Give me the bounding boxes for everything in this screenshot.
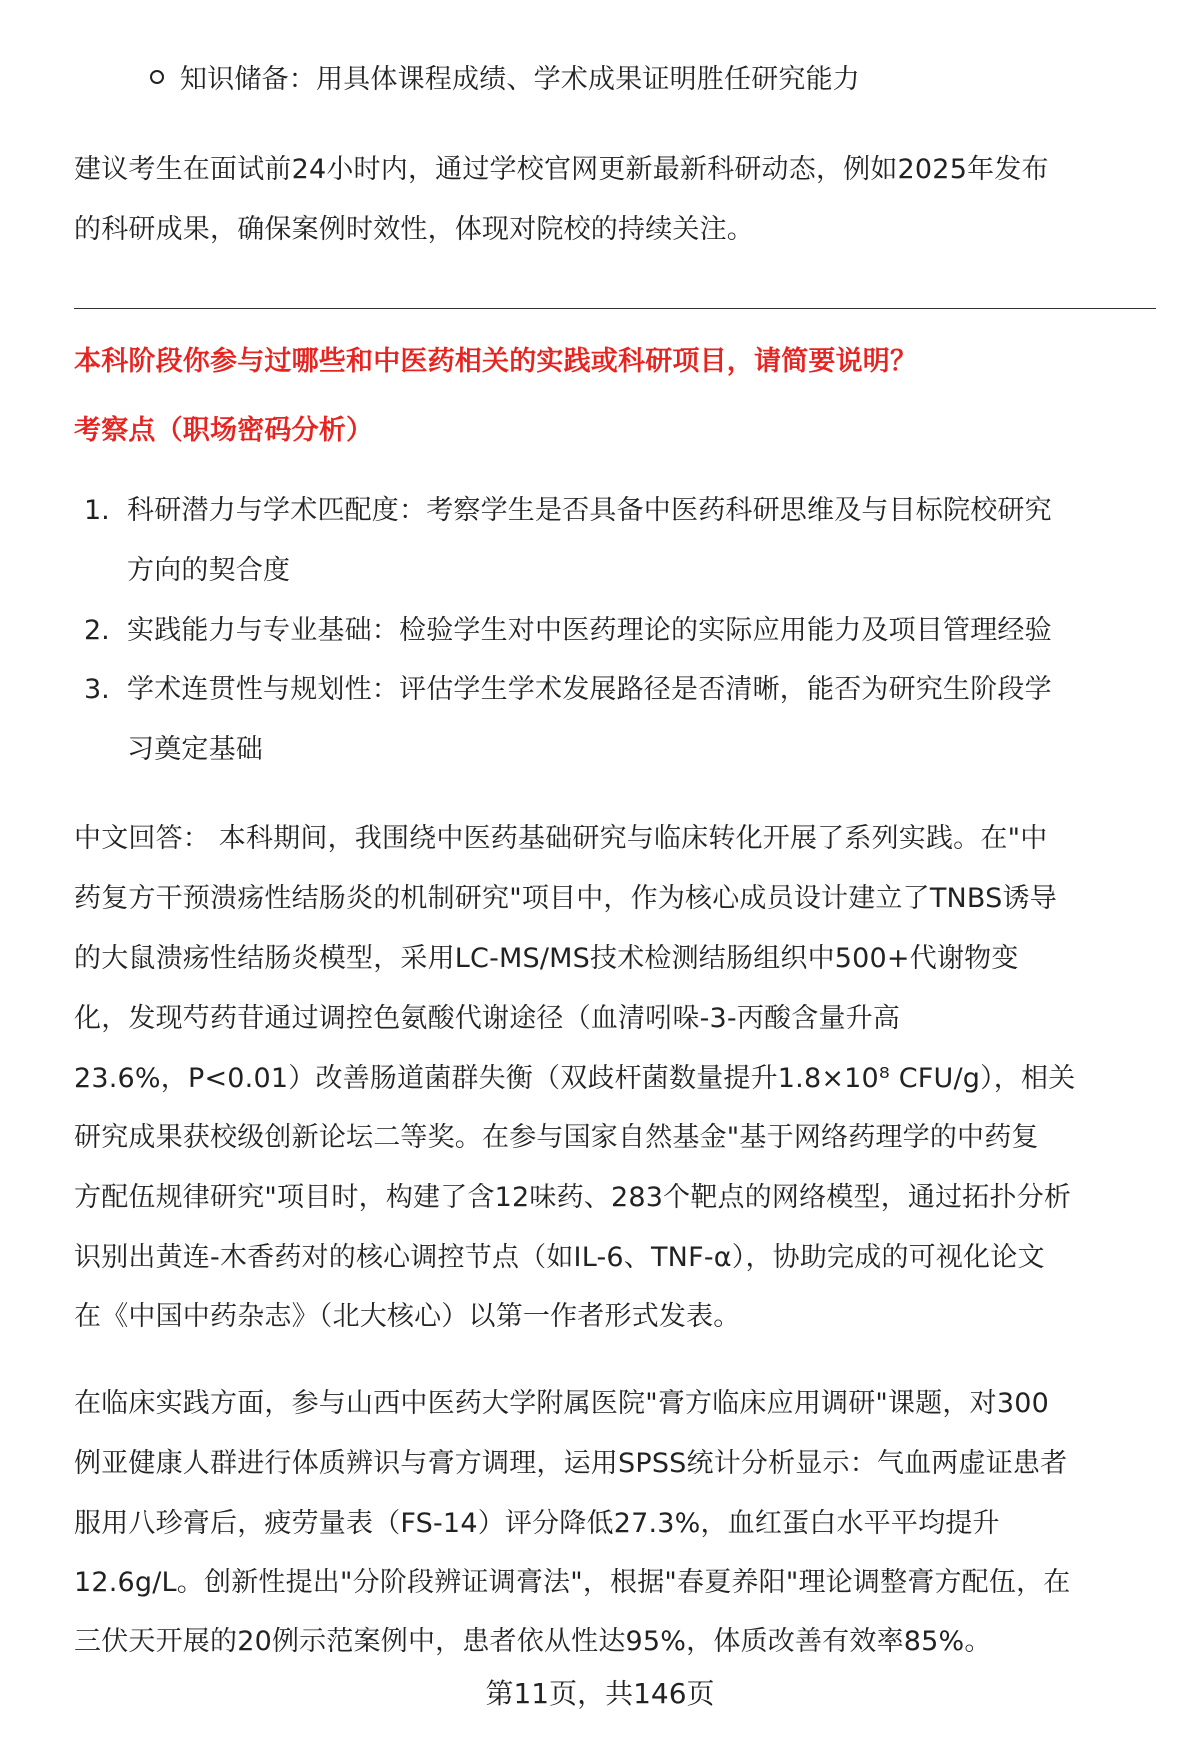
advice-line: 建议考生在面试前24小时内，通过学校官网更新最新科研动态，例如2025年发布 bbox=[74, 154, 1049, 185]
clinical-line: 三伏天开展的20例示范案例中，患者依从性达95%，体质改善有效率85%。 bbox=[74, 1626, 992, 1657]
list-number: 1. bbox=[84, 495, 110, 526]
clinical-line: 例亚健康人群进行体质辨识与膏方调理，运用SPSS统计分析显示：气血两虚证患者 bbox=[74, 1448, 1068, 1479]
answer-line: 的大鼠溃疡性结肠炎模型，采用LC-MS/MS技术检测结肠组织中500+代谢物变 bbox=[74, 943, 1019, 974]
focus-item-line: 方向的契合度 bbox=[127, 555, 291, 586]
answer-line: 研究成果获校级创新论坛二等奖。在参与国家自然基金"基于网络药理学的中药复 bbox=[74, 1122, 1039, 1153]
answer-line: 识别出黄连-木香药对的核心调控节点（如IL-6、TNF-α），协助完成的可视化论文 bbox=[74, 1242, 1045, 1273]
answer-line: 药复方干预溃疡性结肠炎的机制研究"项目中，作为核心成员设计建立了TNBS诱导 bbox=[74, 883, 1057, 914]
knowledge-bullet-item: 知识储备：用具体课程成绩、学术成果证明胜任研究能力 bbox=[180, 64, 860, 95]
focus-item-line: 学术连贯性与规划性：评估学生学术发展路径是否清晰，能否为研究生阶段学 bbox=[127, 674, 1052, 705]
focus-heading: 考察点（职场密码分析） bbox=[74, 415, 374, 446]
answer-line: 方配伍规律研究"项目时，构建了含12味药、283个靶点的网络模型，通过拓扑分析 bbox=[74, 1182, 1072, 1213]
clinical-line: 12.6g/L。创新性提出"分阶段辨证调膏法"，根据"春夏养阳"理论调整膏方配伍，在 bbox=[74, 1567, 1071, 1598]
question-heading: 本科阶段你参与过哪些和中医药相关的实践或科研项目，请简要说明？ bbox=[74, 346, 918, 377]
page-number: 第11页，共146页 bbox=[485, 1677, 715, 1710]
answer-line: 23.6%，P<0.01）改善肠道菌群失衡（双歧杆菌数量提升1.8×10⁸ CFU/g），相关 bbox=[74, 1063, 1076, 1094]
advice-line: 的科研成果，确保案例时效性，体现对院校的持续关注。 bbox=[74, 214, 754, 245]
focus-item-line: 习奠定基础 bbox=[127, 734, 263, 765]
focus-item-line: 实践能力与专业基础：检验学生对中医药理论的实际应用能力及项目管理经验 bbox=[127, 615, 1052, 646]
section-divider bbox=[74, 308, 1156, 309]
clinical-line: 在临床实践方面，参与山西中医药大学附属医院"膏方临床应用调研"课题，对300 bbox=[74, 1388, 1049, 1419]
answer-line: 在《中国中药杂志》（北大核心）以第一作者形式发表。 bbox=[74, 1301, 741, 1332]
list-number: 3. bbox=[84, 674, 110, 705]
hollow-bullet-icon bbox=[150, 70, 164, 84]
focus-item-line: 科研潜力与学术匹配度：考察学生是否具备中医药科研思维及与目标院校研究 bbox=[127, 495, 1052, 526]
clinical-line: 服用八珍膏后，疲劳量表（FS-14）评分降低27.3%，血红蛋白水平平均提升 bbox=[74, 1508, 1000, 1539]
answer-line: 化，发现芍药苷通过调控色氨酸代谢途径（血清吲哚-3-丙酸含量升高 bbox=[74, 1003, 901, 1034]
list-number: 2. bbox=[84, 615, 110, 646]
answer-line: 中文回答： 本科期间，我围绕中医药基础研究与临床转化开展了系列实践。在"中 bbox=[74, 823, 1048, 854]
